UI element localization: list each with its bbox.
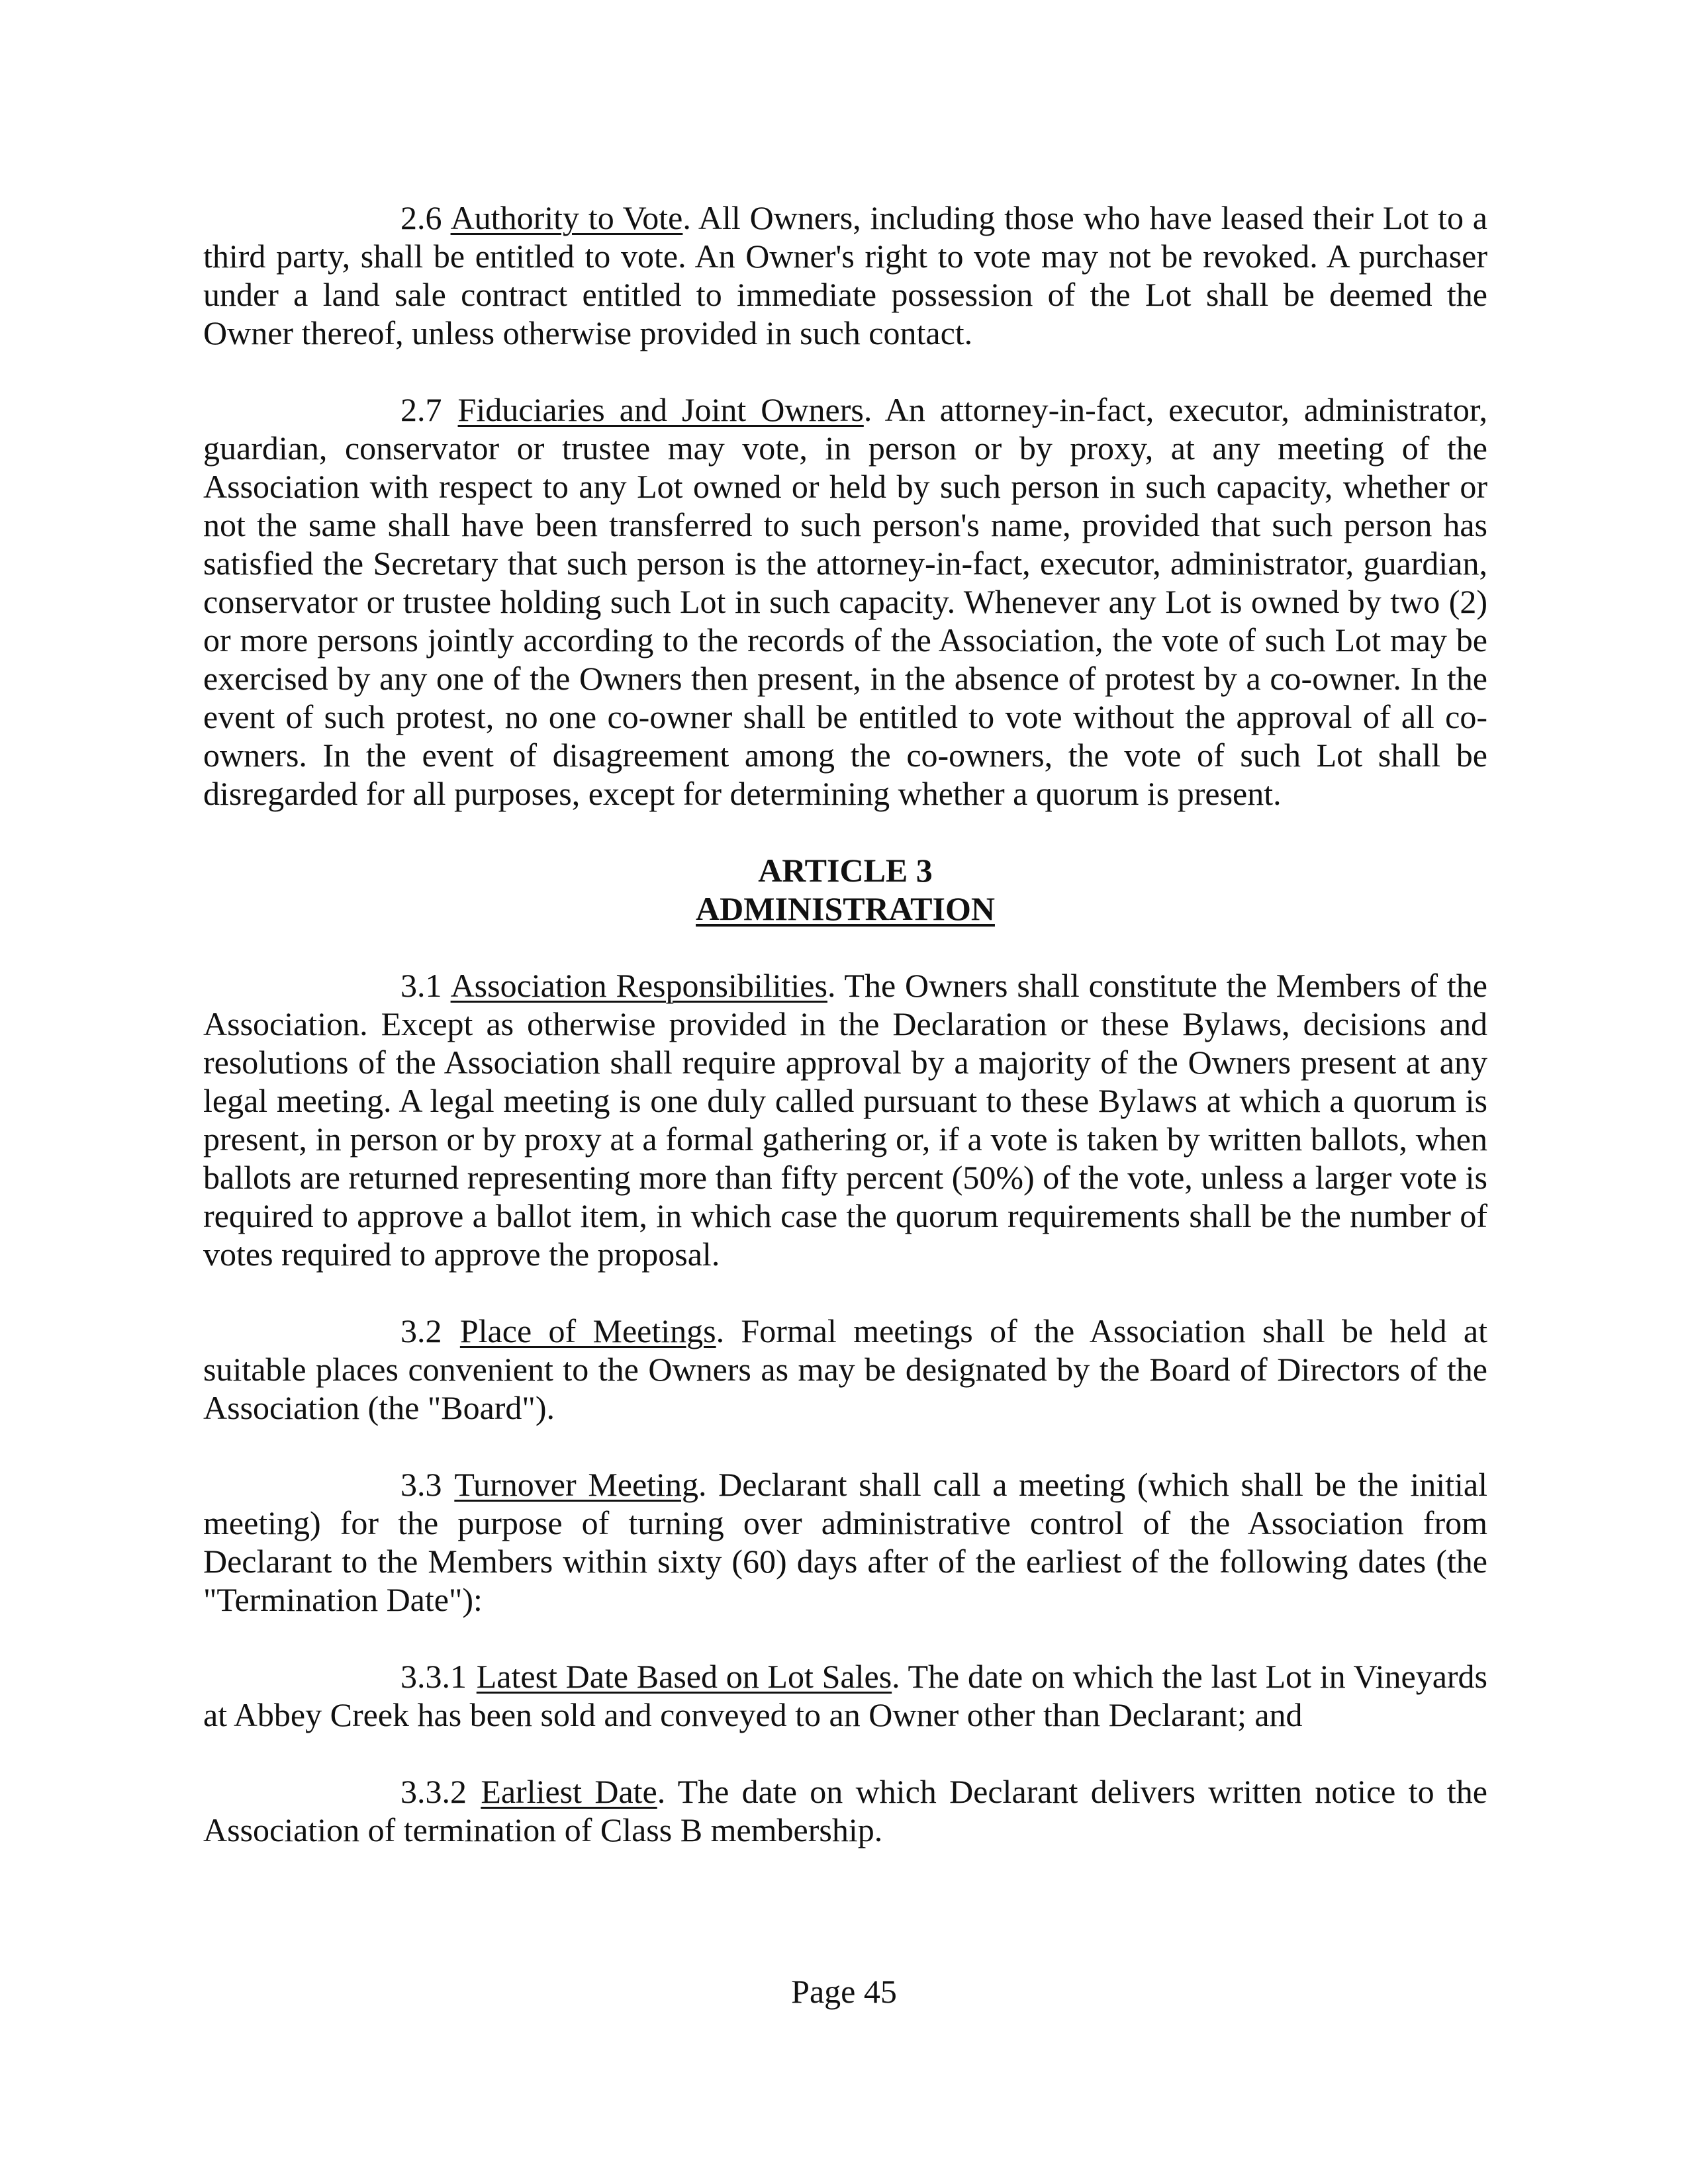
section-body: . The Owners shall constitute the Members of the Association. Except as otherwise provided in the Declaration or these Bylaws, decisions and resolutions of the Association shall require approval by a majority of the Owners present at any legal meeting. A legal meeting is one duly called pursuant to these Bylaws at which a quorum is present, in person or by proxy at a formal gathering or, if a vote is taken by written ballots, when ballots are returned representing more than fifty percent (50%) of the vote, unless a larger vote is required to approve a ballot item, in which case the quorum requirements shall be the number of votes required to approve the proposal. <box>203 967 1487 1273</box>
article-number: ARTICLE 3 <box>758 852 933 889</box>
page-number: Page 45 <box>791 1973 897 2010</box>
section-body: . The date on which Declarant delivers written notice to the Association of termination of Class B membership. <box>203 1773 1487 1848</box>
section-3-2 <box>203 1312 1487 1427</box>
section-heading: Latest Date Based on Lot Sales <box>476 1658 892 1695</box>
section-number: 3.3.2 <box>400 1773 467 1810</box>
section-number: 3.1 <box>400 967 442 1004</box>
section-number: 3.3.1 <box>400 1658 467 1695</box>
section-3-3 <box>203 1465 1487 1619</box>
section-3-3-2 <box>203 1772 1487 1849</box>
section-heading: Fiduciaries and Joint Owners <box>457 391 864 428</box>
section-2-7 <box>203 390 1487 813</box>
section-heading: Association Responsibilities <box>450 967 827 1004</box>
section-heading: Turnover Meeting <box>454 1466 698 1503</box>
section-body: . All Owners, including those who have leased their Lot to a third party, shall be entitled to vote. An Owner's right to vote may not be revoked. A purchaser under a land sale contract entitled to immediate possession of the Lot shall be deemed the Owner thereof, unless otherwise provided in such contact. <box>203 199 1487 351</box>
section-heading: Place of Meetings <box>459 1312 716 1349</box>
section-body: . Declarant shall call a meeting (which shall be the initial meeting) for the purpose of turning over administrative control of the Association from Declarant to the Members within sixty (60) days after of the earliest of the following dates (the "Termination Date"): <box>203 1466 1487 1618</box>
section-heading: Earliest Date <box>481 1773 657 1810</box>
article-header <box>203 851 1487 928</box>
section-heading: Authority to Vote <box>450 199 683 236</box>
article-title: ADMINISTRATION <box>696 890 995 927</box>
section-number: 3.3 <box>400 1466 442 1503</box>
section-number: 3.2 <box>400 1312 442 1349</box>
section-body: . Formal meetings of the Association shall be held at suitable places convenient to the Owners as may be designated by the Board of Directors of the Association (the "Board"). <box>203 1312 1488 1426</box>
section-number: 2.7 <box>400 391 442 428</box>
section-3-3-1 <box>203 1657 1487 1734</box>
section-body: . An attorney-in-fact, executor, administrator, guardian, conservator or trustee may vote, in person or by proxy, at any meeting of the Association with respect to any Lot owned or held by such person in such capacity, whether or not the same shall have been transferred to such person's name, provided that such person has satisfied the Secretary that such person is the attorney-in-fact, executor, administrator, guardian, conservator or trustee holding such Lot in such capacity. Whenever any Lot is owned by two (2) or more persons jointly according to the records of the Association, the vote of such Lot may be exercised by any one of the Owners then present, in the absence of protest by a co-owner. In the event of such protest, no one co-owner shall be entitled to vote without the approval of all co-owners. In the event of disagreement among the co-owners, the vote of such Lot shall be disregarded for all purposes, except for determining whether a quorum is present. <box>203 391 1487 812</box>
section-2-6 <box>203 199 1487 352</box>
page-content <box>203 199 1487 1888</box>
section-3-1 <box>203 966 1487 1273</box>
section-body: . The date on which the last Lot in Vineyards at Abbey Creek has been sold and conveyed to an Owner other than Declarant; and <box>203 1658 1488 1733</box>
section-number: 2.6 <box>400 199 442 236</box>
